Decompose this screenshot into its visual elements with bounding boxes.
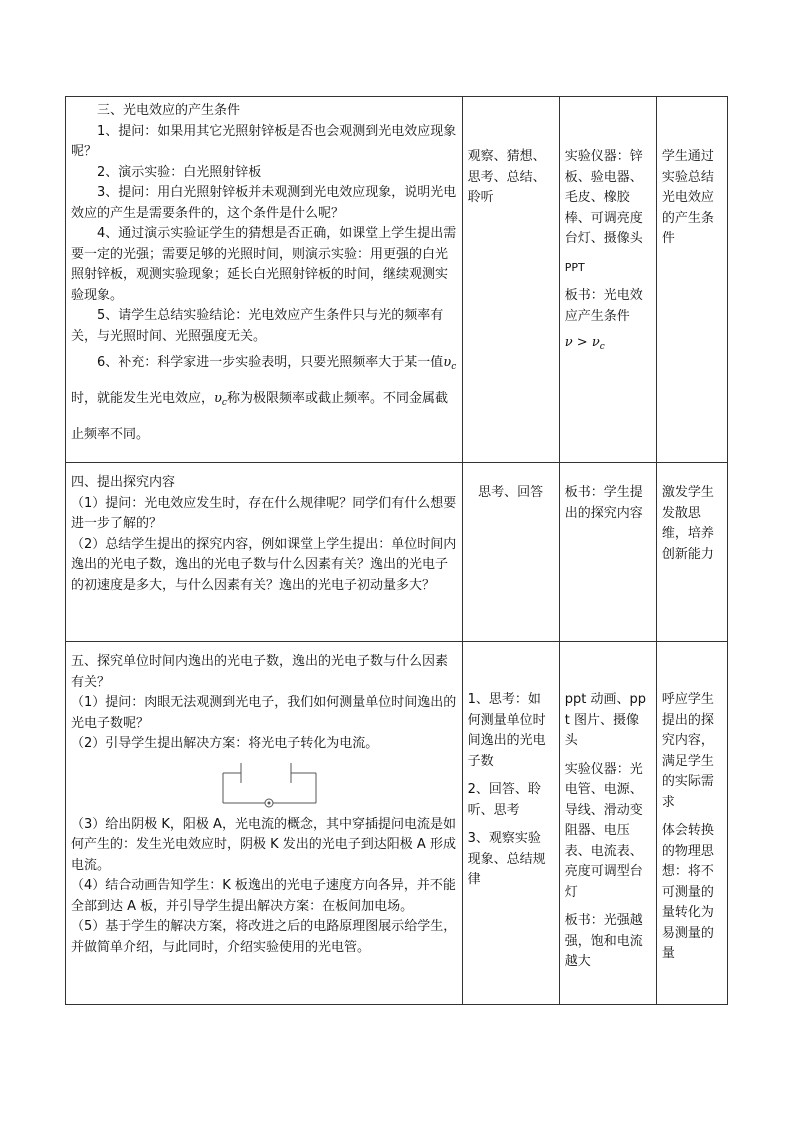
design-intent: 体会转换的物理思想：将不可测量的量转化为易测量的量: [661, 823, 714, 961]
paragraph: （1）提问：肉眼无法观测到光电子，我们如何测量单位时间逸出的光电子数呢？: [71, 695, 457, 731]
design-intent: 呼应学生提出的探究内容，满足学生的实际需求: [661, 692, 714, 810]
design-intent: 激发学生发散思维，培养创新能力: [661, 485, 714, 562]
greater-than: >: [572, 335, 592, 350]
paragraph: （4）结合动画告知学生：K 板逸出的光电子速度方向各异，并不能全部到达 A 板，并引导学生提出解决方案：在板间加电场。: [71, 878, 456, 914]
paragraph: （2）总结学生提出的探究内容，例如课堂上学生提出：单位时间内逸出的光电子数，逸出的光电子数与什么因素有关？逸出的光电子的初速度是多大，与什么因素有关？逸出的光电子初动量多大？: [71, 536, 457, 593]
design-intent-cell: [656, 97, 727, 463]
paragraph: [71, 347, 457, 451]
teaching-content-cell: [66, 463, 463, 642]
section-title: 五、探究单位时间内逸出的光电子数，逸出的光电子数与什么因素有关？: [71, 654, 449, 690]
board-writing: 板书：学生提出的探究内容: [564, 485, 643, 521]
student-activity: 1、思考：如何测量单位时间逸出的光电子数: [467, 692, 546, 769]
board-writing: 板书：光强越强，饱和电流越大: [564, 913, 643, 969]
board-writing: 板书：光电效应产生条件: [564, 288, 643, 324]
student-activity: 3、观察实验现象、总结规律: [467, 831, 546, 887]
section-title: 三、光电效应的产生条件: [97, 103, 241, 118]
ammeter-dot: [268, 801, 271, 804]
table-row: [66, 463, 728, 642]
student-activity-cell: [462, 463, 559, 642]
design-intent-cell: [656, 463, 727, 642]
circuit-diagram: [221, 761, 321, 809]
paragraph-part: 时，就能发生光电效应，: [71, 391, 215, 406]
paragraph: （5）基于学生的解决方案，将改进之后的电路原理图展示给学生，并做简单介绍，与此同时，介绍实验使用的光电管。: [71, 919, 457, 955]
media-cell: [559, 642, 656, 1005]
student-activity: 思考、回答: [478, 485, 544, 500]
paragraph: 4、通过演示实验证学生的猜想是否正确，如课堂上学生提出需要一定的光强；需要足够的光照时间，则演示实验：用更强的白光照射锌板，观测实验现象；延长白光照射锌板的时间，继续观测实验现象。: [71, 226, 457, 303]
nu-symbol: υ: [214, 391, 222, 406]
paragraph: （3）给出阴极 K，阳极 A，光电流的概念，其中穿插提问电流是如何产生的：发生光电效应时，阴极 K 发出的光电子到达阳极 A 形成电流。: [71, 816, 456, 873]
instruments: 实验仪器：光电管、电源、导线、滑动变阻器、电压表、电流表、亮度可调型台灯: [564, 761, 643, 900]
paragraph: （2）引导学生提出解决方案：将光电子转化为电流。: [71, 736, 379, 751]
nu-symbol: ν: [591, 335, 600, 350]
subscript-c: c: [221, 398, 227, 408]
lesson-plan-table: [65, 96, 728, 1005]
paragraph-part: 6、补充：科学家进一步实验表明，只要光照频率大于某一值: [97, 355, 444, 370]
subscript-c: c: [451, 362, 457, 372]
nu-symbol: ν: [564, 335, 573, 350]
paragraph: 1、提问：如果用其它光照射锌板是否也会观测到光电效应现象呢？: [71, 123, 457, 159]
table-row: [66, 97, 728, 463]
student-activity-cell: [462, 642, 559, 1005]
paragraph: （1）提问：光电效应发生时，存在什么规律呢？同学们有什么想要进一步了解的？: [71, 495, 457, 531]
teaching-content-cell: [66, 642, 463, 1005]
media-cell: [559, 97, 656, 463]
nu-c-symbol: [214, 391, 227, 406]
formula: [565, 333, 651, 358]
ppt-label: PPT: [564, 260, 585, 274]
paragraph: 3、提问：用白光照射锌板并未观测到光电效应现象，说明光电效应的产生是需要条件的，这个条件是什么呢？: [71, 185, 457, 221]
student-activity-cell: [462, 97, 559, 463]
design-intent-cell: [656, 642, 727, 1005]
teaching-content-cell: [66, 97, 463, 463]
subscript-c: c: [599, 342, 605, 352]
paragraph: 5、请学生总结实验结论：光电效应产生条件只与光的频率有关，与光照时间、光照强度无关。: [71, 308, 444, 344]
paragraph-part: 称为极限频率或截止频率。不同金属截止频率不同。: [71, 391, 448, 442]
table-row: [66, 642, 728, 1005]
media-cell: [559, 463, 656, 642]
nu-symbol: υ: [443, 355, 452, 370]
nu-c-symbol: [443, 355, 456, 370]
student-activity: 观察、猜想、思考、总结、聆听: [467, 149, 546, 205]
design-intent: 学生通过实验总结光电效应的产生条件: [661, 149, 714, 246]
media-list: ppt 动画、ppt 图片、摄像头: [564, 692, 646, 748]
student-activity: 2、回答、聆听、思考: [467, 782, 541, 818]
section-title: 四、提出探究内容: [71, 475, 176, 490]
instruments: 实验仪器：锌板、验电器、毛皮、橡胶棒、可调亮度台灯、摄像头: [564, 149, 643, 246]
paragraph: 2、演示实验：白光照射锌板: [97, 164, 262, 180]
